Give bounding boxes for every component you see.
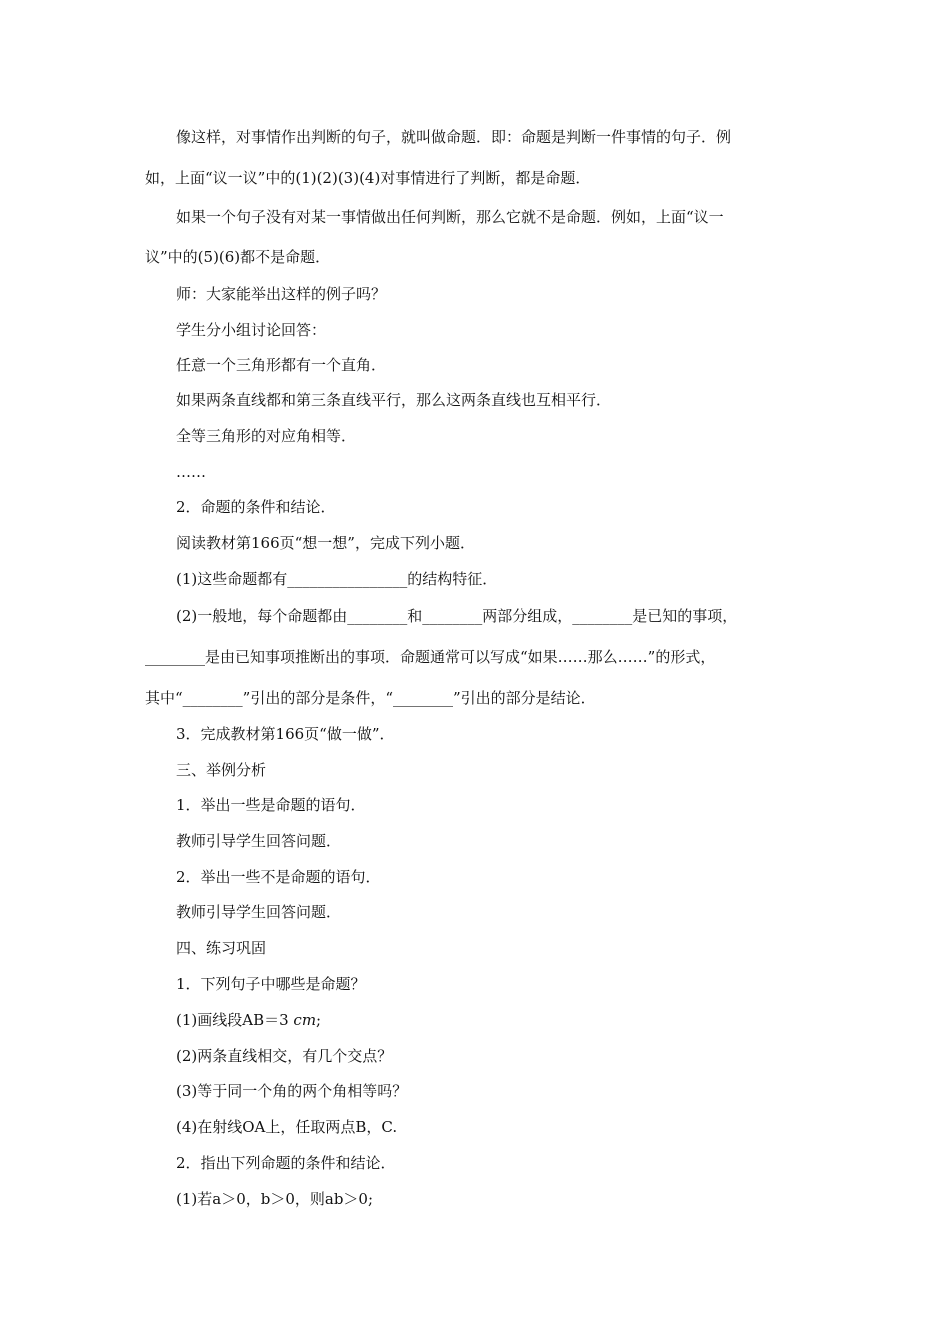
paragraph-line: 教师引导学生回答问题． xyxy=(176,903,342,921)
paragraph-line: (2)一般地，每个命题都由________和________两部分组成，________是已知的事项， xyxy=(176,607,738,625)
paragraph-line: …… xyxy=(176,463,206,481)
paragraph-line: 如果一个句子没有对某一事情做出任何判断，那么它就不是命题．例如，上面“议一 xyxy=(176,208,724,226)
paragraph-line: (1)若a＞0，b＞0，则ab＞0; xyxy=(176,1190,374,1208)
paragraph-line: 教师引导学生回答问题． xyxy=(176,832,342,850)
section-heading: 2．命题的条件和结论． xyxy=(176,498,336,516)
paragraph-line: ________是由已知事项推断出的事项．命题通常可以写成“如果……那么……”的形式， xyxy=(145,648,716,666)
section-heading: 四、练习巩固 xyxy=(176,939,267,957)
paragraph-line: 1．举出一些是命题的语句． xyxy=(176,796,366,814)
paragraph-line: 如果两条直线都和第三条直线平行，那么这两条直线也互相平行． xyxy=(176,391,612,409)
paragraph-line: (1)这些命题都有________________的结构特征． xyxy=(176,570,498,588)
paragraph-line: 学生分小组讨论回答： xyxy=(176,321,327,339)
text-span: ; xyxy=(316,1011,322,1029)
paragraph-line: (4)在射线OA上，任取两点B，C. xyxy=(176,1118,398,1136)
paragraph-line: 如，上面“议一议”中的(1)(2)(3)(4)对事情进行了判断，都是命题． xyxy=(145,169,591,187)
paragraph-line: 1．下列句子中哪些是命题？ xyxy=(176,975,366,993)
paragraph-line: 阅读教材第166页“想一想”，完成下列小题． xyxy=(176,534,475,552)
paragraph-line: (2)两条直线相交，有几个交点？ xyxy=(176,1047,393,1065)
paragraph-line: 像这样，对事情作出判断的句子，就叫做命题．即：命题是判断一件事情的句子．例 xyxy=(176,128,732,146)
paragraph-line xyxy=(176,1010,321,1030)
paragraph-line: 任意一个三角形都有一个直角． xyxy=(176,356,387,374)
paragraph-line: 议”中的(5)(6)都不是命题． xyxy=(145,248,331,266)
paragraph-line: 其中“________”引出的部分是条件，“________”引出的部分是结论． xyxy=(145,689,596,707)
section-heading: 三、举例分析 xyxy=(176,761,267,779)
paragraph-line: 3．完成教材第166页“做一做”． xyxy=(176,725,395,743)
unit-text: cm xyxy=(293,1011,317,1029)
paragraph-line: 2．指出下列命题的条件和结论． xyxy=(176,1154,396,1172)
paragraph-line: 2．举出一些不是命题的语句． xyxy=(176,868,381,886)
paragraph-line: (3)等于同一个角的两个角相等吗？ xyxy=(176,1082,408,1100)
paragraph-line: 师：大家能举出这样的例子吗？ xyxy=(176,285,387,303)
paragraph-line: 全等三角形的对应角相等． xyxy=(176,427,357,445)
text-span: (1)画线段AB＝3 xyxy=(176,1011,294,1029)
